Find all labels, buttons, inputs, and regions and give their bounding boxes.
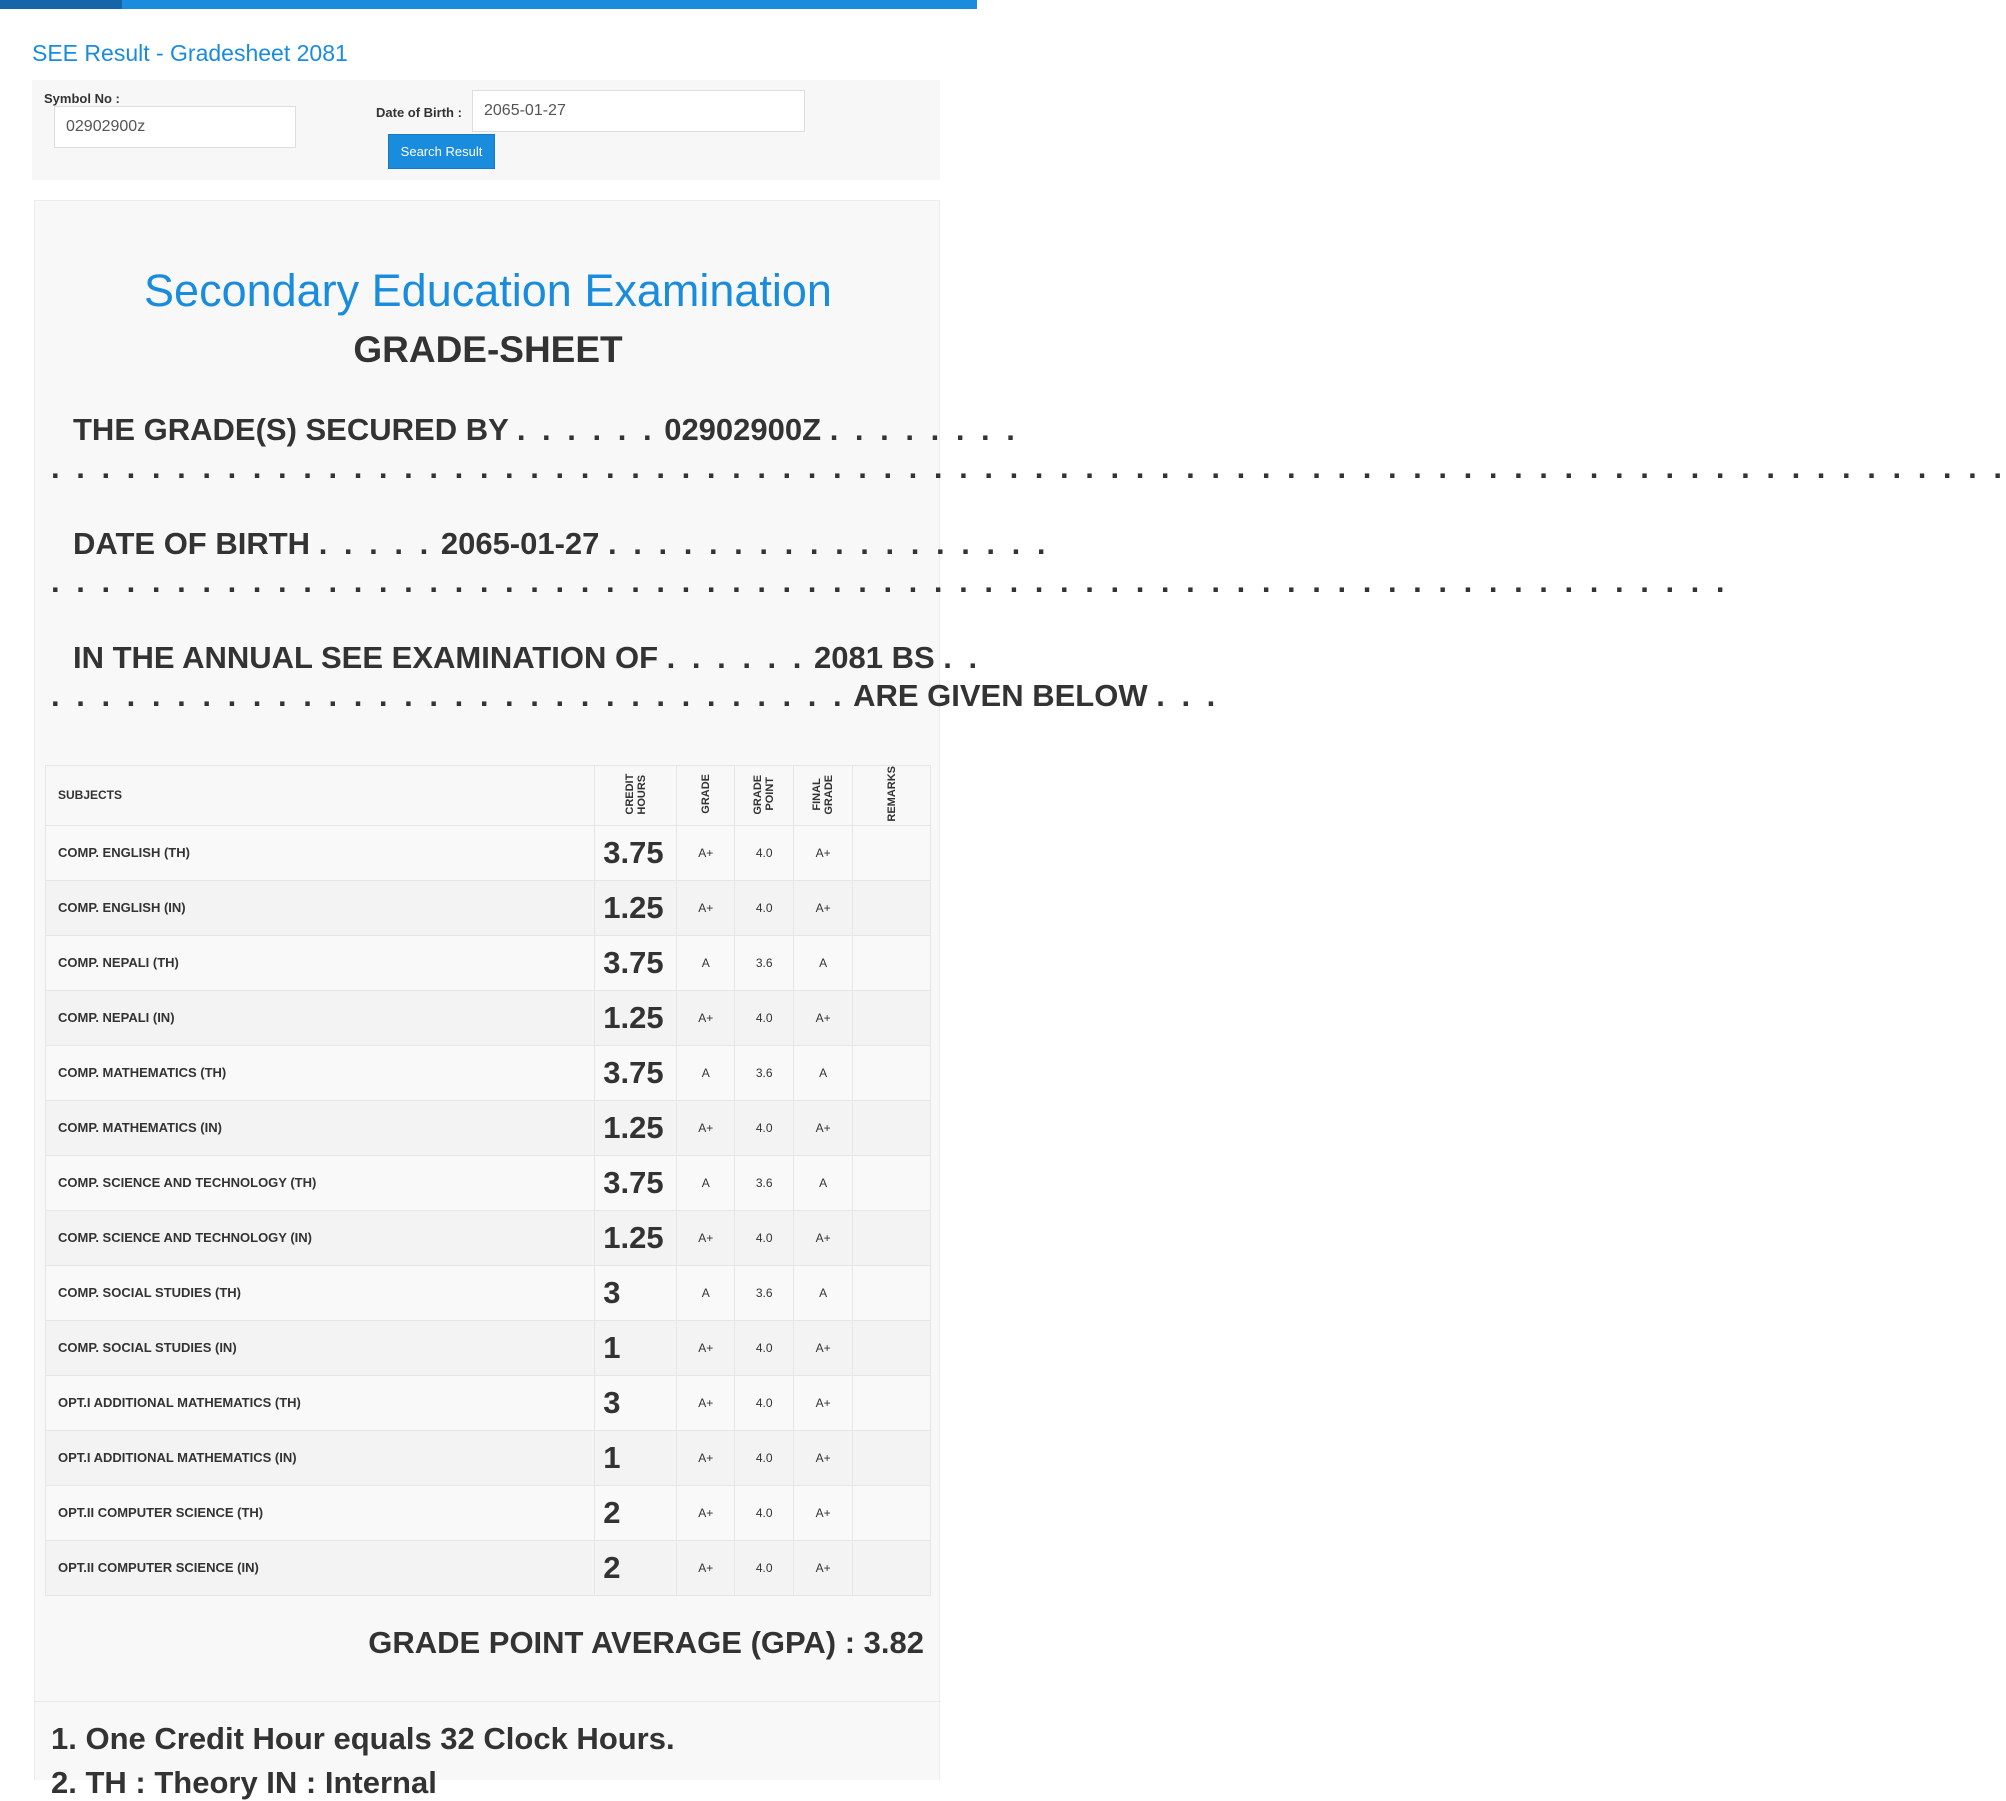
header-remarks — [853, 766, 931, 826]
dots-line: . . . . . . . . . . . . . . . . . . . . . . . . . . . . . . . . . . . . . . . . . . . . . . . . . . . . . . . . . . . . . . . . . . . — [51, 564, 1729, 599]
exam-title: Secondary Education Examination — [144, 265, 832, 316]
table-row — [46, 1540, 931, 1595]
grade-point-cell: 4.0 — [735, 1100, 794, 1155]
grade-point-cell: 4.0 — [735, 1485, 794, 1540]
grade-cell: A+ — [677, 1430, 735, 1485]
table-row — [46, 1045, 931, 1100]
header-final-grade-label: FINAL GRADE — [811, 773, 836, 814]
dots: . . — [943, 640, 982, 675]
dots: . . . . . . — [516, 412, 656, 447]
dob-value: 2065-01-27 — [440, 526, 600, 561]
subject-cell: COMP. SOCIAL STUDIES (TH) — [46, 1265, 595, 1320]
dots-line: . . . . . . . . . . . . . . . . . . . . . . . . . . . . . . . . . . . . . . . . . . . . . . . . . . . . . . . . . . . . . . . . . . . . . . . . . . . . . . — [51, 450, 2006, 485]
final-grade-cell: A+ — [794, 1320, 853, 1375]
final-grade-cell: A+ — [794, 825, 853, 880]
note-credit-hour: 1. One Credit Hour equals 32 Clock Hours. — [51, 1721, 675, 1756]
subject-cell: COMP. SOCIAL STUDIES (IN) — [46, 1320, 595, 1375]
grade-point-cell: 4.0 — [735, 1320, 794, 1375]
subject-cell: COMP. MATHEMATICS (IN) — [46, 1100, 595, 1155]
final-grade-cell: A+ — [794, 1430, 853, 1485]
credit-hours-cell: 3 — [595, 1265, 677, 1320]
remarks-cell — [853, 825, 931, 880]
credit-hours-cell: 1.25 — [595, 990, 677, 1045]
credit-hours-cell: 3.75 — [595, 935, 677, 990]
grade-cell: A+ — [677, 990, 735, 1045]
grade-point-cell: 4.0 — [735, 1375, 794, 1430]
grade-point-cell: 3.6 — [735, 1155, 794, 1210]
remarks-cell — [853, 1540, 931, 1595]
final-grade-cell: A+ — [794, 880, 853, 935]
final-grade-cell: A+ — [794, 1375, 853, 1430]
remarks-cell — [853, 1210, 931, 1265]
final-grade-cell: A — [794, 1265, 853, 1320]
grade-point-cell: 4.0 — [735, 1210, 794, 1265]
grade-cell: A+ — [677, 825, 735, 880]
grade-cell: A+ — [677, 1485, 735, 1540]
gpa-summary — [368, 1625, 924, 1661]
credit-hours-cell: 1.25 — [595, 1100, 677, 1155]
credit-hours-cell: 1 — [595, 1320, 677, 1375]
search-result-button[interactable]: Search Result — [388, 134, 495, 169]
table-row — [46, 1210, 931, 1265]
header-grade-point-label: GRADE POINT — [752, 773, 777, 814]
credit-hours-cell: 1.25 — [595, 1210, 677, 1265]
table-row — [46, 1100, 931, 1155]
header-grade — [677, 766, 735, 826]
remarks-cell — [853, 1100, 931, 1155]
grade-point-cell: 4.0 — [735, 880, 794, 935]
exam-text: IN THE ANNUAL SEE EXAMINATION OF — [73, 640, 659, 675]
grade-sheet — [34, 200, 2006, 1800]
grade-cell: A+ — [677, 880, 735, 935]
symbol-input[interactable] — [54, 106, 296, 148]
credit-hours-cell: 2 — [595, 1485, 677, 1540]
secured-by-value: 02902900Z — [664, 412, 822, 447]
table-row — [46, 1320, 931, 1375]
subject-cell: OPT.II COMPUTER SCIENCE (IN) — [46, 1540, 595, 1595]
grade-point-cell: 4.0 — [735, 990, 794, 1045]
final-grade-cell: A — [794, 1155, 853, 1210]
top-bar-accent — [0, 0, 122, 9]
final-grade-cell: A+ — [794, 990, 853, 1045]
grade-point-cell: 3.6 — [735, 935, 794, 990]
symbol-label: Symbol No : — [44, 91, 120, 106]
table-row — [46, 1265, 931, 1320]
dob-text: DATE OF BIRTH — [73, 526, 311, 561]
subject-cell: OPT.I ADDITIONAL MATHEMATICS (IN) — [46, 1430, 595, 1485]
page-title: SEE Result - Gradesheet 2081 — [32, 40, 348, 66]
subject-cell: OPT.I ADDITIONAL MATHEMATICS (TH) — [46, 1375, 595, 1430]
search-form — [32, 80, 940, 180]
subject-cell: COMP. NEPALI (IN) — [46, 990, 595, 1045]
grade-cell: A — [677, 1045, 735, 1100]
header-final-grade — [794, 766, 853, 826]
remarks-cell — [853, 1485, 931, 1540]
header-remarks-label: REMARKS — [885, 766, 898, 822]
dots: . . . — [1156, 678, 1220, 713]
header-credit-hours-label: CREDIT HOURS — [623, 773, 648, 815]
grade-cell: A+ — [677, 1100, 735, 1155]
dob-statement — [51, 525, 1050, 563]
table-row — [46, 1155, 931, 1210]
dots: . . . . . . . . . . . . . . . . . . — [608, 526, 1050, 561]
dots: . . . . . — [318, 526, 433, 561]
dob-input[interactable] — [472, 90, 805, 132]
dots: . . . . . . . . — [829, 412, 1019, 447]
remarks-cell — [853, 880, 931, 935]
subject-cell: OPT.II COMPUTER SCIENCE (TH) — [46, 1485, 595, 1540]
grade-point-cell: 4.0 — [735, 1430, 794, 1485]
final-grade-cell: A+ — [794, 1210, 853, 1265]
credit-hours-cell: 3.75 — [595, 1155, 677, 1210]
final-grade-cell: A — [794, 1045, 853, 1100]
table-row — [46, 935, 931, 990]
remarks-cell — [853, 1375, 931, 1430]
remarks-cell — [853, 1320, 931, 1375]
remarks-cell — [853, 1045, 931, 1100]
credit-hours-cell: 2 — [595, 1540, 677, 1595]
dots: . . . . . . . . . . . . . . . . . . . . . . . . . . . . . . . . — [51, 678, 846, 713]
table-row — [46, 1430, 931, 1485]
dob-label: Date of Birth : — [376, 105, 462, 120]
exam-statement — [51, 639, 982, 677]
grade-point-cell: 4.0 — [735, 1540, 794, 1595]
grade-cell: A+ — [677, 1320, 735, 1375]
grade-point-cell: 3.6 — [735, 1045, 794, 1100]
subject-cell: COMP. SCIENCE AND TECHNOLOGY (IN) — [46, 1210, 595, 1265]
grade-cell: A — [677, 935, 735, 990]
remarks-cell — [853, 990, 931, 1045]
grades-table — [45, 765, 931, 1596]
remarks-cell — [853, 1265, 931, 1320]
credit-hours-cell: 1.25 — [595, 880, 677, 935]
grade-point-cell: 3.6 — [735, 1265, 794, 1320]
header-grade-label: GRADE — [699, 773, 712, 814]
subject-cell: COMP. ENGLISH (TH) — [46, 825, 595, 880]
table-row — [46, 1485, 931, 1540]
final-grade-cell: A+ — [794, 1485, 853, 1540]
remarks-cell — [853, 1155, 931, 1210]
remarks-cell — [853, 1430, 931, 1485]
header-grade-point — [735, 766, 794, 826]
grade-point-cell: 4.0 — [735, 825, 794, 880]
subject-cell: COMP. ENGLISH (IN) — [46, 880, 595, 935]
table-row — [46, 1375, 931, 1430]
given-below-text: ARE GIVEN BELOW — [853, 678, 1148, 713]
grade-cell: A+ — [677, 1210, 735, 1265]
divider — [35, 1701, 941, 1702]
grade-cell: A+ — [677, 1375, 735, 1430]
table-header-row — [46, 766, 931, 826]
credit-hours-cell: 3 — [595, 1375, 677, 1430]
secured-by-statement — [51, 411, 1019, 449]
final-grade-cell: A+ — [794, 1540, 853, 1595]
subject-cell: COMP. NEPALI (TH) — [46, 935, 595, 990]
grade-cell: A+ — [677, 1540, 735, 1595]
gpa-label: GRADE POINT AVERAGE (GPA) : — [368, 1625, 856, 1660]
subject-cell: COMP. MATHEMATICS (TH) — [46, 1045, 595, 1100]
table-row — [46, 990, 931, 1045]
table-row — [46, 880, 931, 935]
note-abbreviations: 2. TH : Theory IN : Internal — [51, 1765, 437, 1800]
credit-hours-cell: 3.75 — [595, 825, 677, 880]
gpa-value: 3.82 — [863, 1625, 924, 1660]
credit-hours-cell: 1 — [595, 1430, 677, 1485]
exam-year: 2081 BS — [814, 640, 935, 675]
header-subjects: SUBJECTS — [46, 766, 595, 826]
remarks-cell — [853, 935, 931, 990]
table-row — [46, 825, 931, 880]
grade-cell: A — [677, 1265, 735, 1320]
given-below-statement — [51, 677, 1220, 715]
top-bar — [0, 0, 977, 9]
final-grade-cell: A — [794, 935, 853, 990]
grade-cell: A — [677, 1155, 735, 1210]
credit-hours-cell: 3.75 — [595, 1045, 677, 1100]
header-credit-hours — [595, 766, 677, 826]
sheet-title: GRADE-SHEET — [353, 329, 623, 370]
subject-cell: COMP. SCIENCE AND TECHNOLOGY (TH) — [46, 1155, 595, 1210]
dots: . . . . . . — [666, 640, 806, 675]
secured-by-text: THE GRADE(S) SECURED BY — [73, 412, 509, 447]
final-grade-cell: A+ — [794, 1100, 853, 1155]
